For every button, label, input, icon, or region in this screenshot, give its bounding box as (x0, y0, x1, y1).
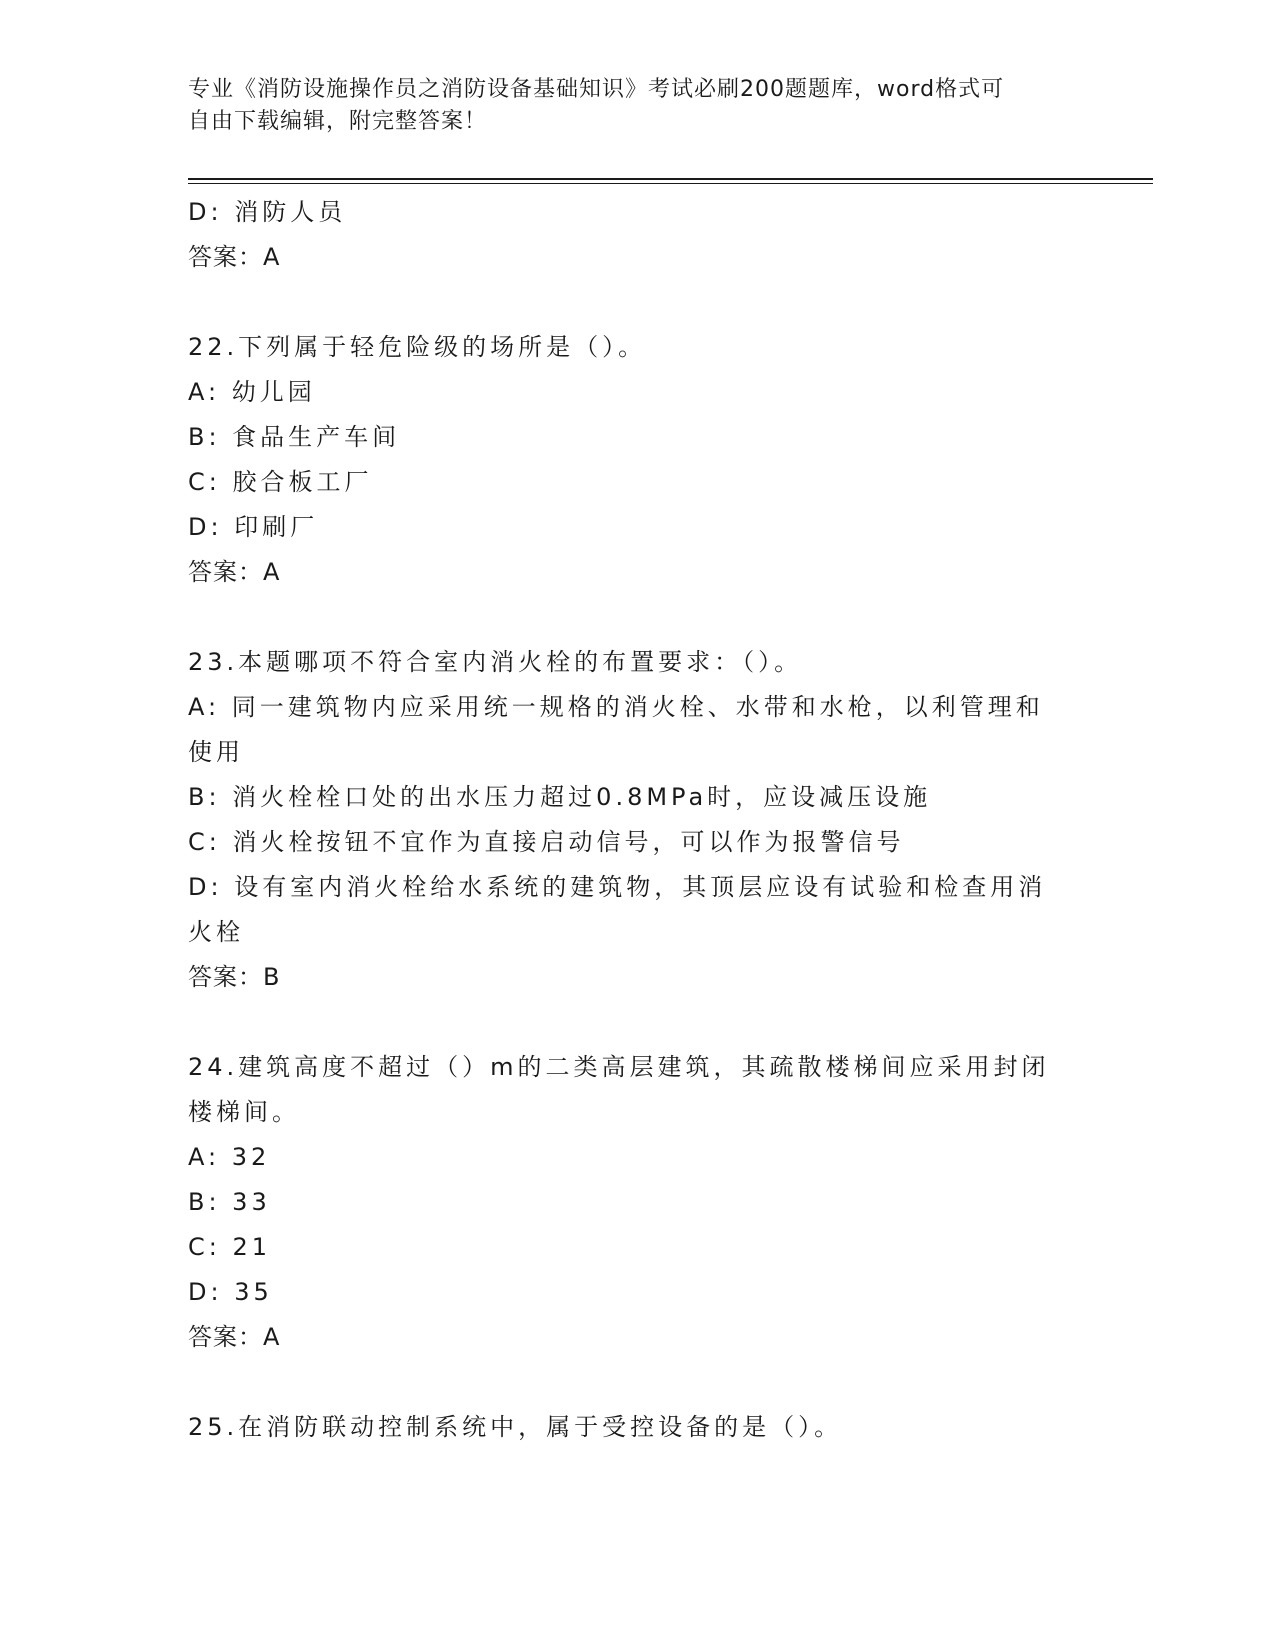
option-c: C: 21 (188, 1233, 272, 1261)
spacer (188, 280, 1088, 325)
option-b: B: 33 (188, 1188, 271, 1216)
option-d-line-1: D: 设有室内消火栓给水系统的建筑物，其顶层应设有试验和检查用消 (188, 873, 1047, 901)
option-d: D: 消防人员 (188, 198, 347, 226)
question-text-line-2: 楼梯间。 (188, 1098, 300, 1126)
option-a: A: 幼儿园 (188, 378, 316, 406)
answer: 答案：B (188, 963, 281, 991)
question-21-tail (188, 190, 1088, 280)
question-22 (188, 325, 1088, 595)
answer: 答案：A (188, 558, 281, 586)
question-text: 25.在消防联动控制系统中，属于受控设备的是（）。 (188, 1413, 843, 1441)
header-line-1: 专业《消防设施操作员之消防设备基础知识》考试必刷200题题库，word格式可 (188, 77, 1005, 102)
answer: 答案：A (188, 1323, 281, 1351)
question-25 (188, 1405, 1088, 1450)
document-header (188, 74, 1068, 138)
header-line-2: 自由下载编辑，附完整答案！ (188, 109, 488, 134)
header-divider-thick (188, 178, 1153, 180)
option-d: D: 35 (188, 1278, 273, 1306)
question-23 (188, 640, 1088, 1000)
option-b: B: 食品生产车间 (188, 423, 401, 451)
option-c: C: 胶合板工厂 (188, 468, 373, 496)
question-text: 23.本题哪项不符合室内消火栓的布置要求：（）。 (188, 648, 803, 676)
question-24 (188, 1045, 1088, 1360)
spacer (188, 1360, 1088, 1405)
option-a: A: 32 (188, 1143, 271, 1171)
answer: 答案：A (188, 243, 281, 271)
option-d: D: 印刷厂 (188, 513, 319, 541)
spacer (188, 1000, 1088, 1045)
option-c: C: 消火栓按钮不宜作为直接启动信号，可以作为报警信号 (188, 828, 905, 856)
header-divider-thin (188, 183, 1153, 184)
question-text: 22.下列属于轻危险级的场所是（）。 (188, 333, 647, 361)
option-d-line-2: 火栓 (188, 918, 244, 946)
option-b: B: 消火栓栓口处的出水压力超过0.8MPa时，应设减压设施 (188, 783, 932, 811)
question-text-line-1: 24.建筑高度不超过（）m的二类高层建筑，其疏散楼梯间应采用封闭 (188, 1053, 1050, 1081)
question-list (188, 190, 1088, 1450)
spacer (188, 595, 1088, 640)
option-a-line-1: A: 同一建筑物内应采用统一规格的消火栓、水带和水枪，以利管理和 (188, 693, 1044, 721)
option-a-line-2: 使用 (188, 738, 244, 766)
